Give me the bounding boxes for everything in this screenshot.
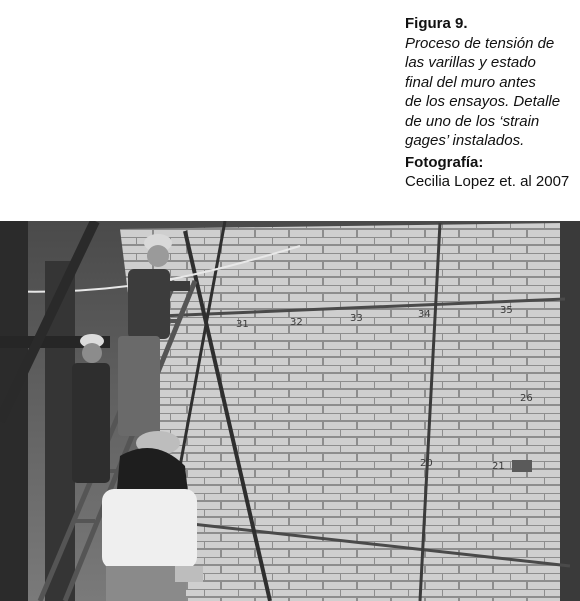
photo-credit: Cecilia Lopez et. al 2007 — [405, 173, 570, 190]
wall-photograph — [0, 221, 580, 601]
description-line: Proceso de tensión de — [405, 34, 555, 52]
description-line: las varillas y estado — [405, 54, 536, 71]
strain-gage — [512, 460, 532, 472]
figure-description — [405, 34, 577, 151]
figure-caption — [405, 14, 577, 192]
wall-edge — [560, 221, 580, 601]
description-line: gages’ instalados. — [405, 132, 525, 149]
brick-label: 20 — [420, 458, 433, 469]
brick-label: 31 — [236, 319, 249, 330]
brick-label: 32 — [290, 317, 303, 328]
photo-drawing — [0, 221, 580, 601]
description-line: final del muro antes — [405, 73, 536, 91]
brick-label: 33 — [350, 313, 363, 324]
brick-label: 26 — [520, 393, 533, 404]
brick-label: 35 — [500, 305, 513, 316]
brick-label: 34 — [418, 309, 431, 320]
photo-credit-label: Fotografía: — [405, 153, 484, 171]
figure-title: Figura 9. — [405, 15, 468, 32]
description-line: de uno de los ‘strain — [405, 112, 540, 130]
description-line: de los ensayos. Detalle — [405, 93, 561, 110]
brick-label: 21 — [492, 461, 505, 472]
